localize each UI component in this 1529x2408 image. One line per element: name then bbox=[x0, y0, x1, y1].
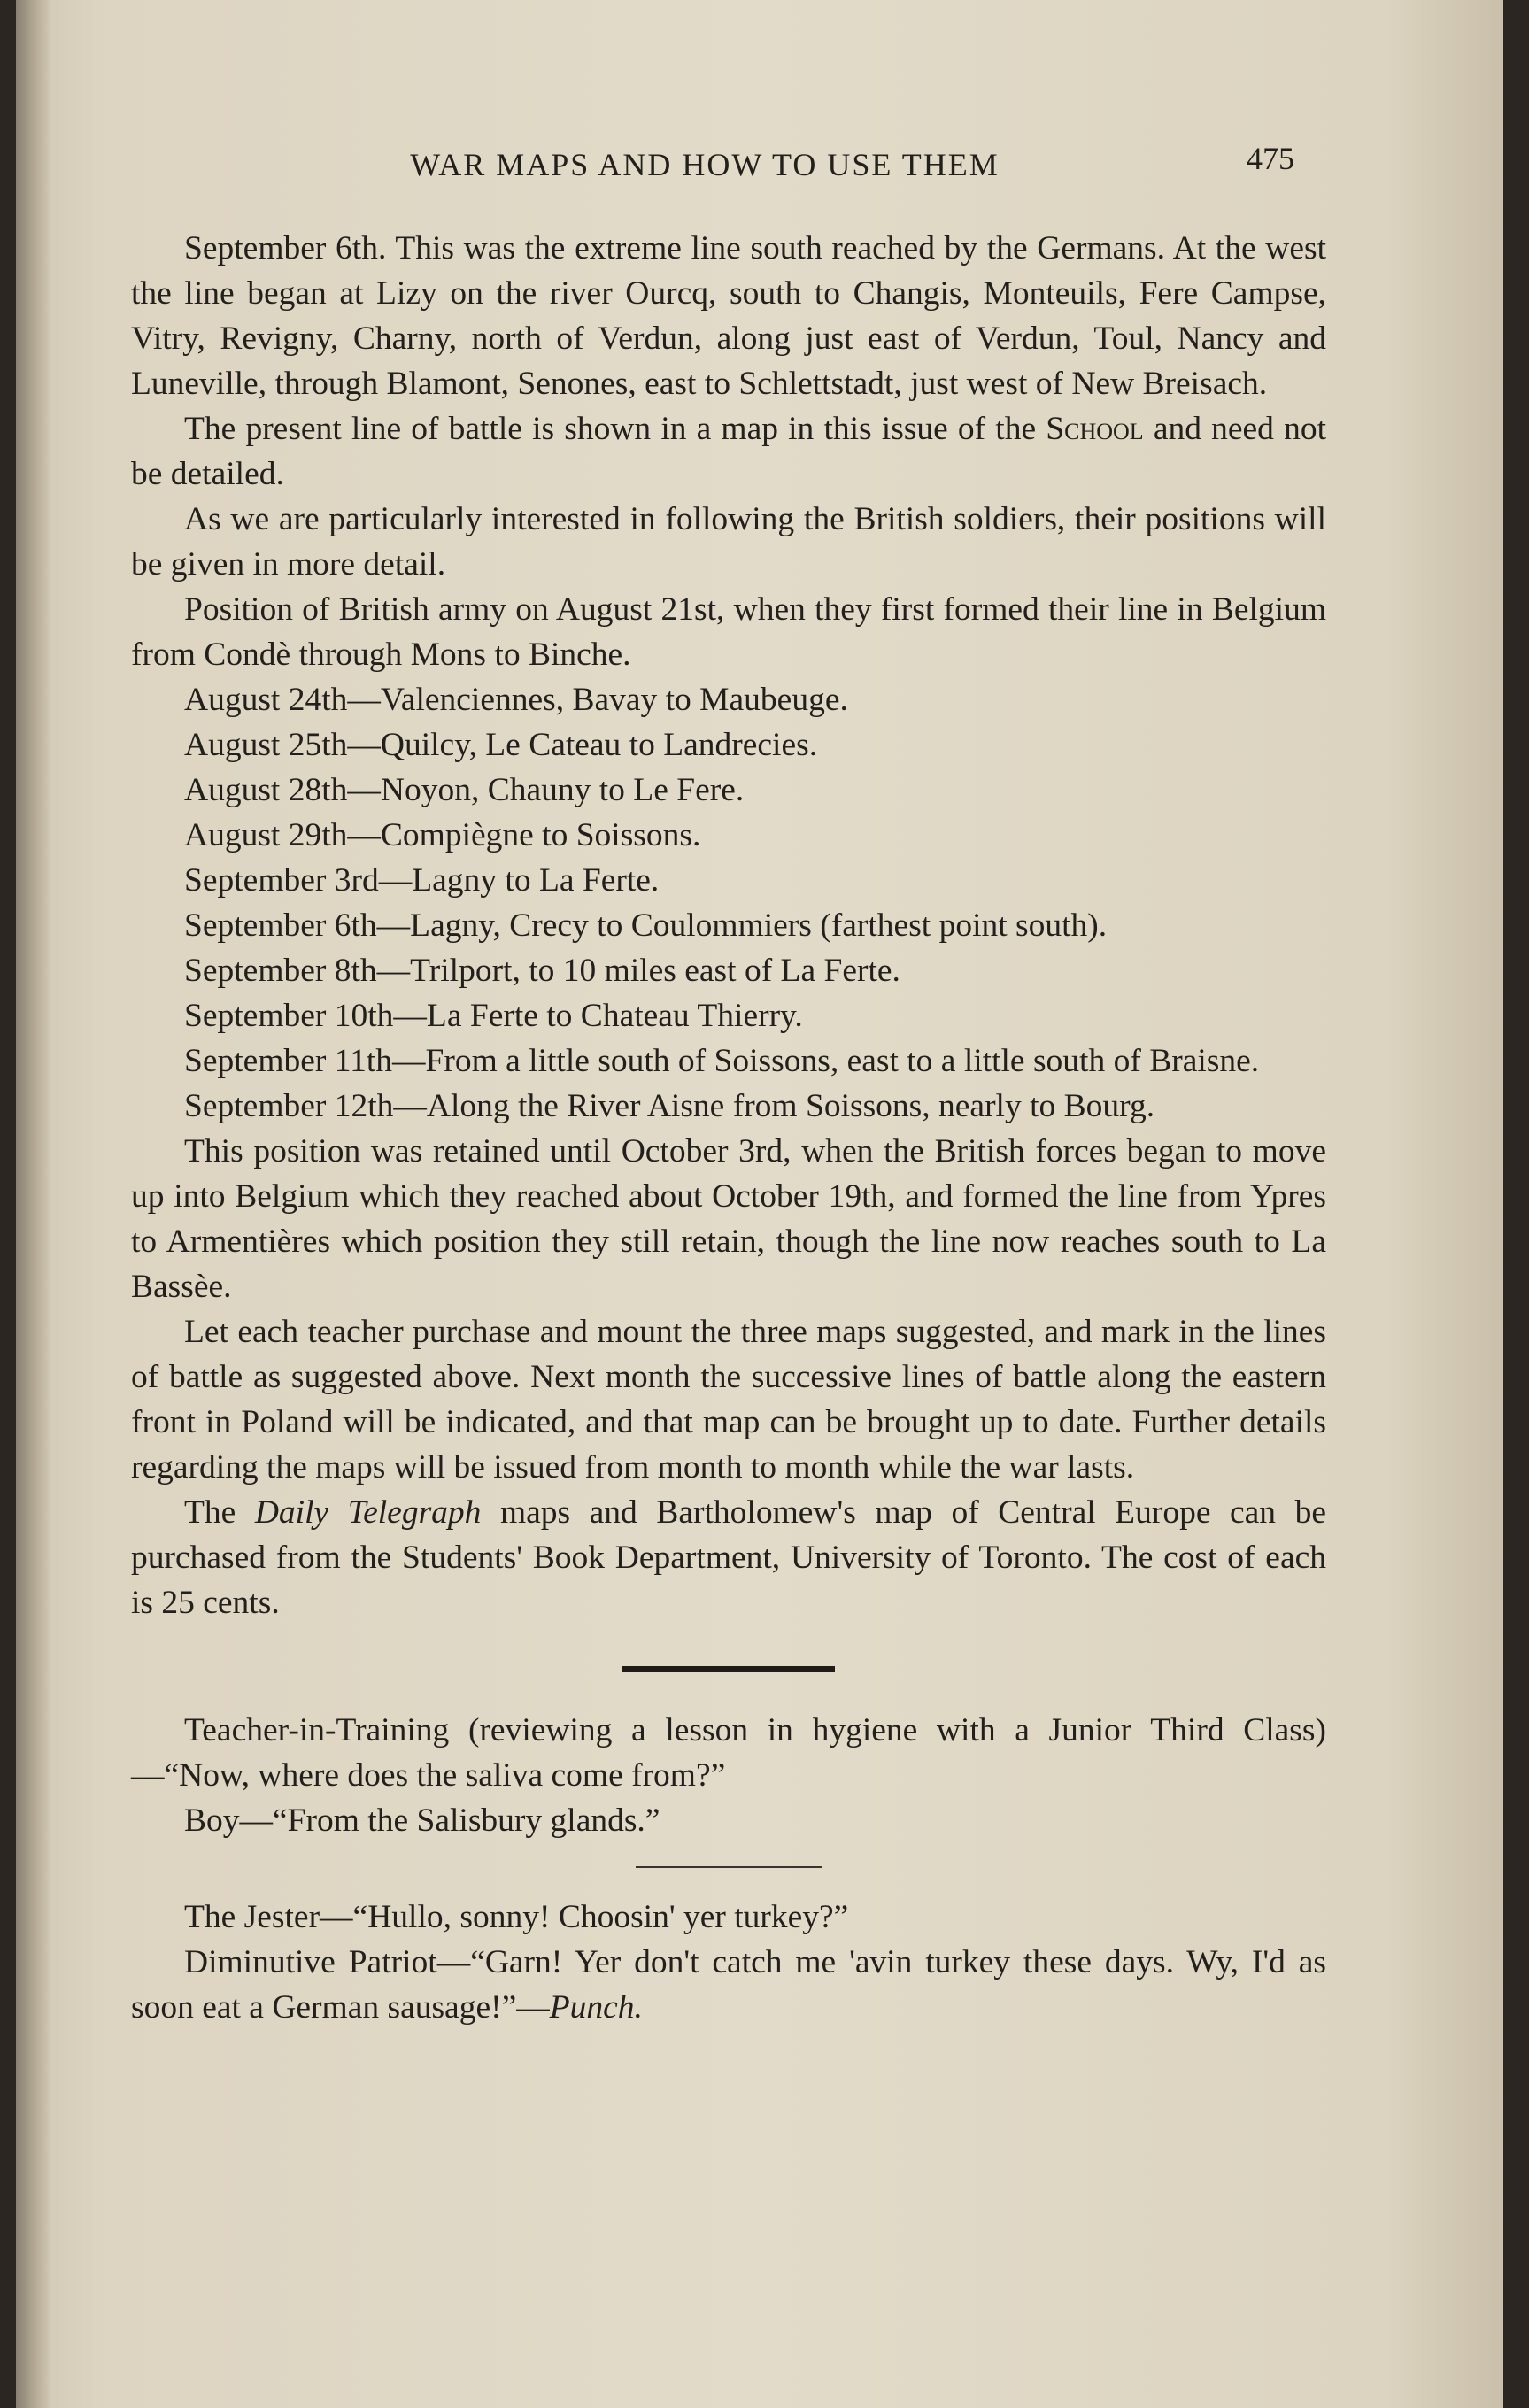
paragraph-purchase bbox=[131, 1490, 1326, 1625]
text-span: Diminutive Patriot—“Garn! Yer don't catch me 'avin turkey these days. Wy, I'd as soon eat a German sausage!”— bbox=[131, 1944, 1326, 2026]
paragraph-present-line bbox=[131, 406, 1326, 497]
book-page bbox=[16, 0, 1503, 2408]
school-name: School bbox=[1046, 411, 1144, 447]
text-span: maps and Bartholomew's map of Central Europe can be purchased from the Students' Book Department, University of Toronto. The cost of each is 25 cents. bbox=[131, 1494, 1326, 1621]
source-credit: Punch. bbox=[549, 1989, 643, 2026]
paragraph-sept11: September 11th—From a little south of Soissons, east to a little south of Braisne. bbox=[184, 1043, 1260, 1079]
position-entry: August 25th—Quilcy, Le Cateau to Landrecies. bbox=[184, 727, 818, 763]
page-number: 475 bbox=[1247, 141, 1294, 176]
running-title: WAR MAPS AND HOW TO USE THEM bbox=[410, 147, 1000, 182]
anecdote-boy: Boy—“From the Salisbury glands.” bbox=[184, 1802, 660, 1839]
anecdote-teacher: Teacher-in-Training (reviewing a lesson in hygiene with a Junior Third Class)—“Now, where does the saliva come from?” bbox=[131, 1712, 1326, 1794]
paragraph-british-soldiers: As we are particularly interested in following the British soldiers, their positions will be given in more detail. bbox=[131, 501, 1326, 583]
text-span: The present line of battle is shown in a map in this issue of the bbox=[184, 411, 1046, 447]
position-entry: September 6th—Lagny, Crecy to Coulommiers (farthest point south). bbox=[184, 907, 1108, 944]
anecdote-divider bbox=[636, 1866, 822, 1868]
paragraph-sept12: September 12th—Along the River Aisne from Soissons, nearly to Bourg. bbox=[184, 1088, 1155, 1124]
telegraph-title: Daily Telegraph bbox=[254, 1494, 482, 1531]
text-span: The bbox=[184, 1494, 255, 1531]
anecdote-patriot bbox=[131, 1940, 1326, 2030]
position-entry: August 28th—Noyon, Chauny to Le Fere. bbox=[184, 772, 745, 808]
section-divider bbox=[622, 1666, 835, 1672]
positions-list bbox=[131, 677, 1326, 1038]
paragraph-aug21: Position of British army on August 21st, when they first formed their line in Belgium from Condè through Mons to Binche. bbox=[131, 591, 1326, 673]
paragraph-sept6: September 6th. This was the extreme line south reached by the Germans. At the west the line began at Lizy on the river Ourcq, south to Changis, Monteuils, Fere Campse, Vitry, Revigny, Charny, north of Verdun, along just east of Verdun, Toul, Nancy and Luneville, through Blamont, Senones, east to Schlettstadt, just west of New Breisach. bbox=[131, 230, 1326, 402]
paragraph-teacher-maps: Let each teacher purchase and mount the three maps suggested, and mark in the lines of battle as suggested above. Next month the successive lines of battle along the eastern front in Poland will be indicated, and that map can be brought up to date. Further details regarding the maps will be issued from month to month while the war lasts. bbox=[131, 1314, 1326, 1486]
position-entry: August 29th—Compiègne to Soissons. bbox=[184, 817, 701, 853]
position-entry: September 10th—La Ferte to Chateau Thierry. bbox=[184, 998, 803, 1034]
anecdote-jester: The Jester—“Hullo, sonny! Choosin' yer turkey?” bbox=[184, 1899, 849, 1935]
position-entry: September 8th—Trilport, to 10 miles east of La Ferte. bbox=[184, 953, 900, 989]
paragraph-retained: This position was retained until October 3rd, when the British forces began to move up into Belgium which they reached about October 19th, and formed the line from Ypres to Armentières which position they still retain, though the line now reaches south to La Bassèe. bbox=[131, 1133, 1326, 1305]
position-entry: September 3rd—Lagny to La Ferte. bbox=[184, 862, 660, 899]
binding-gutter bbox=[16, 0, 51, 2408]
page-body bbox=[131, 226, 1326, 2030]
position-entry: August 24th—Valenciennes, Bavay to Maubeuge. bbox=[184, 682, 848, 718]
text-span: and need not be detailed. bbox=[131, 411, 1326, 492]
